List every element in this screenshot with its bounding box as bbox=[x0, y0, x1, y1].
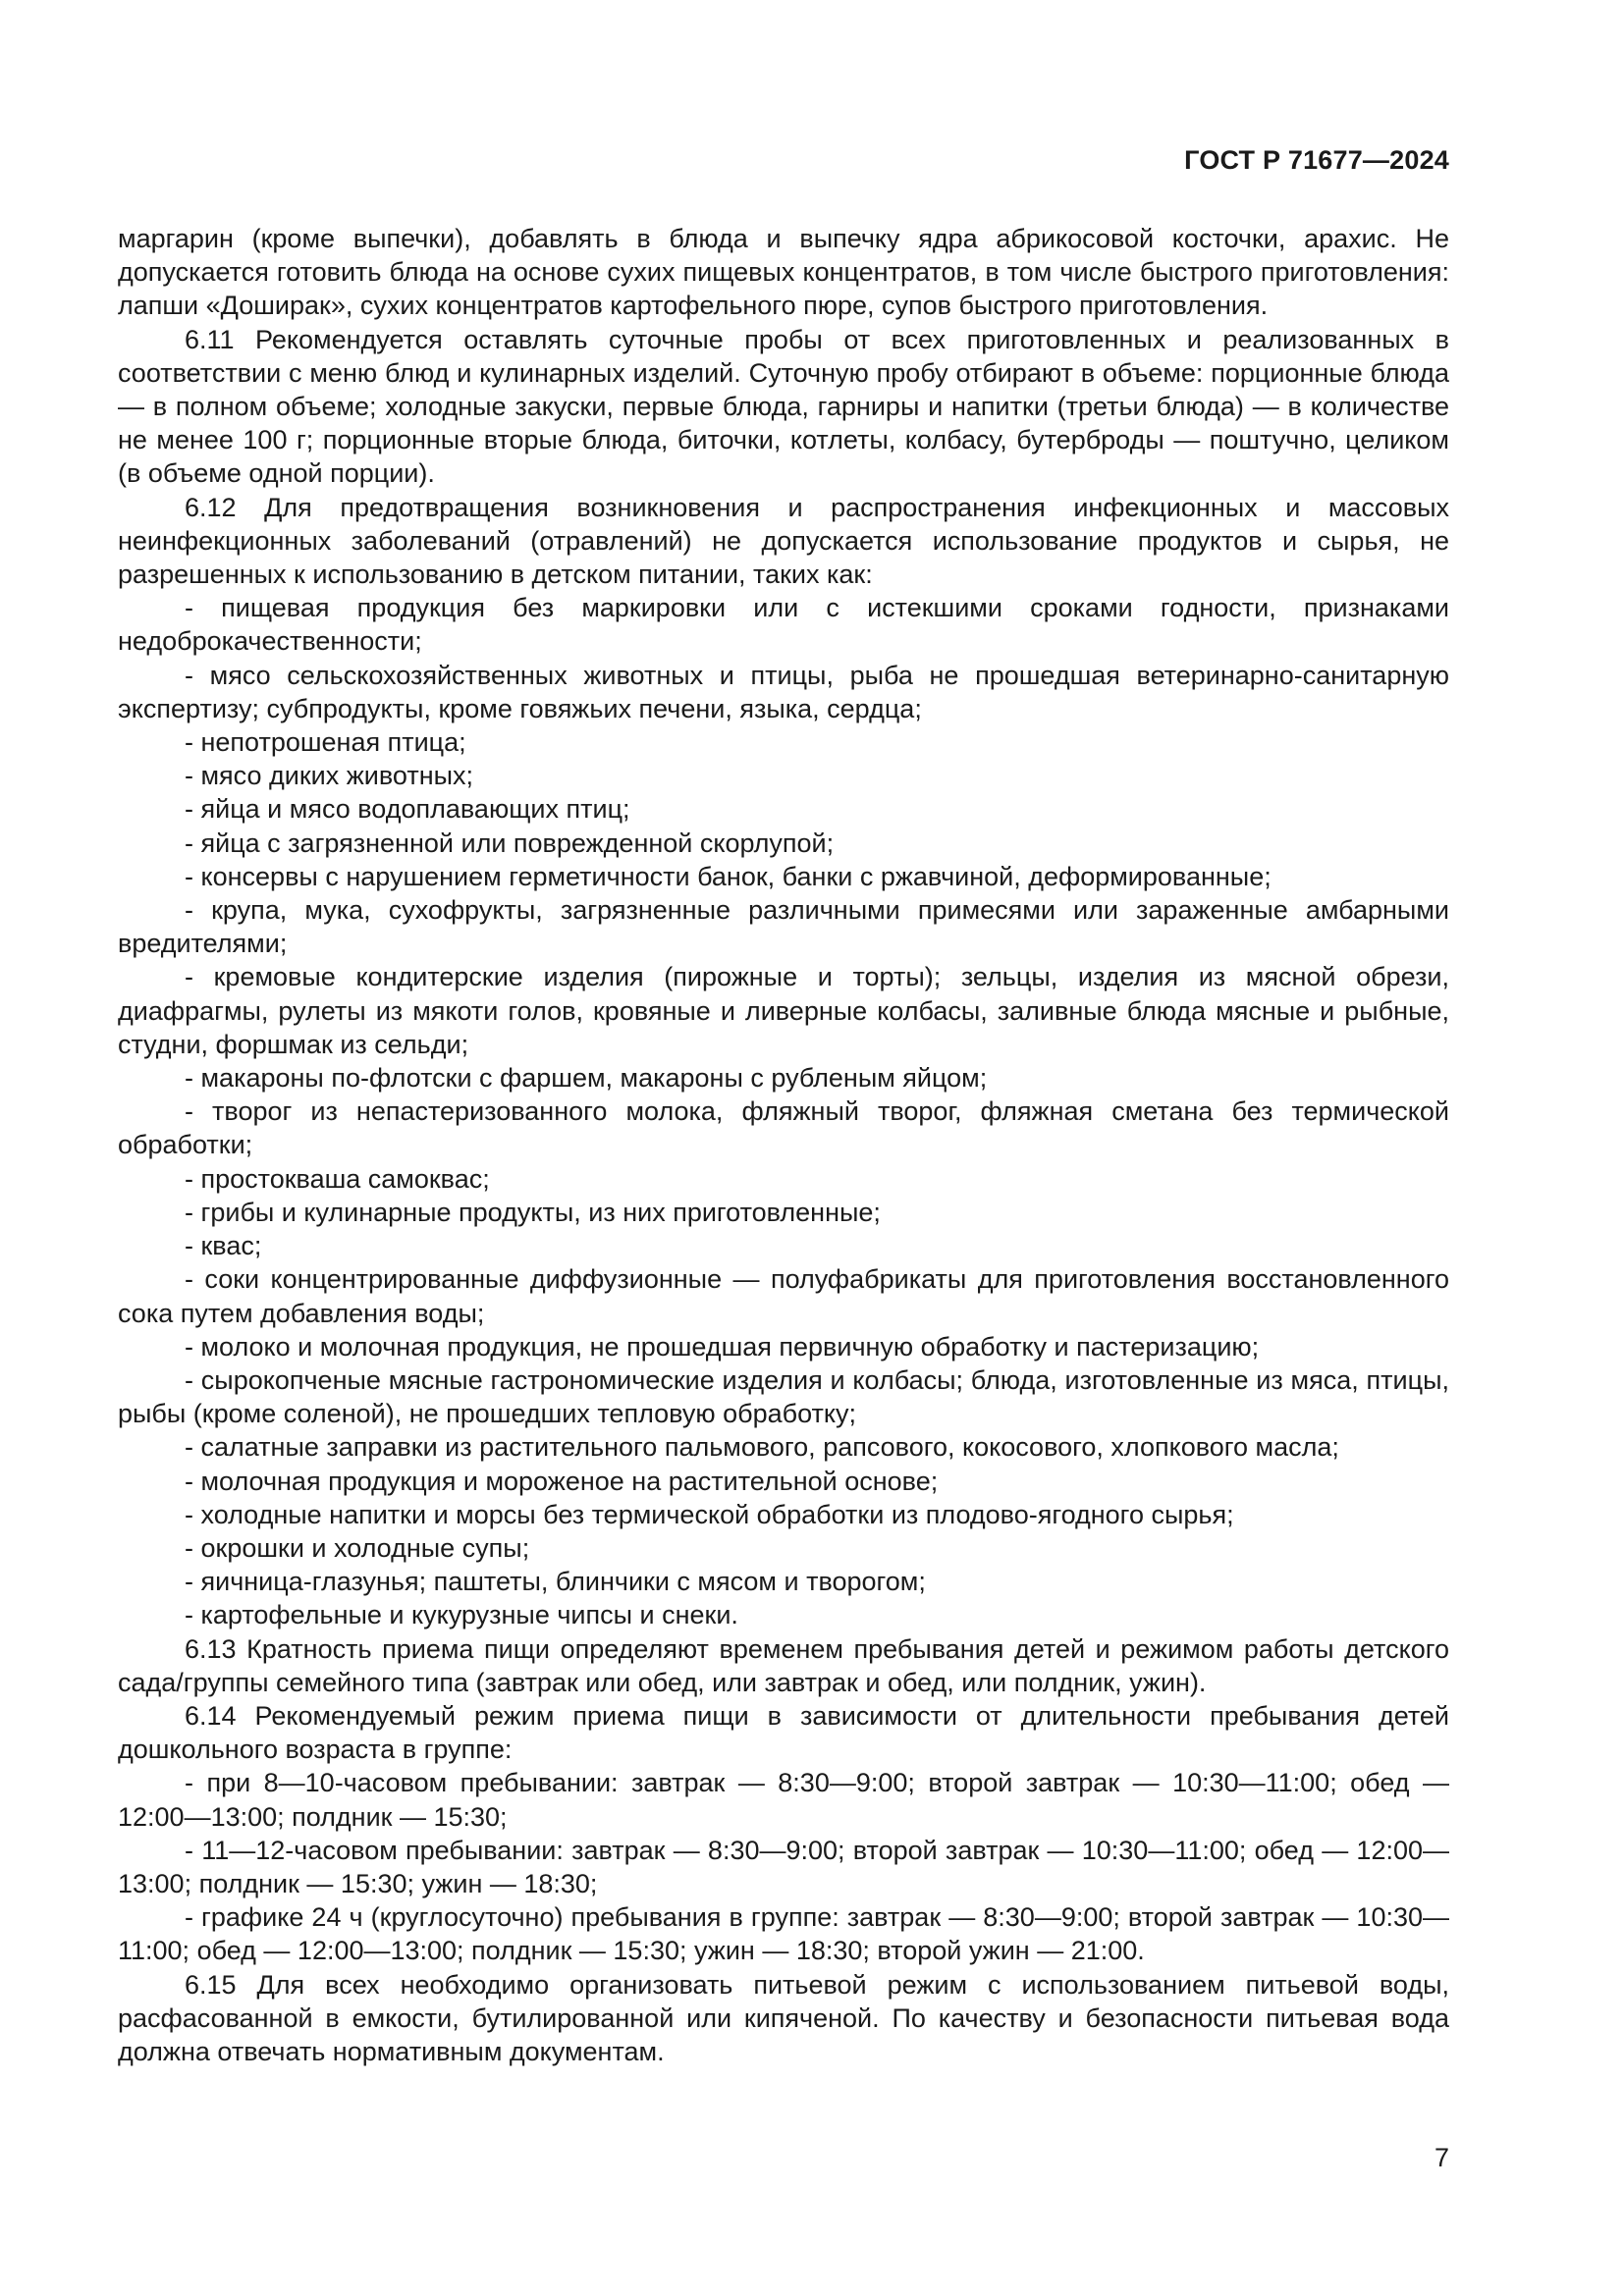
list-item: - окрошки и холодные супы; bbox=[185, 1532, 530, 1563]
list-item: - яичница-глазунья; паштеты, блинчики с мясом и творогом; bbox=[185, 1567, 926, 1597]
list-item: - крупа, мука, сухофрукты, загрязненные различными примесями или зараженные амбарными вредителями; bbox=[118, 895, 1449, 959]
list-item: - картофельные и кукурузные чипсы и снеки. bbox=[185, 1600, 738, 1630]
list-item: - молоко и молочная продукция, не прошедшая первичную обработку и пастеризацию; bbox=[185, 1331, 1260, 1362]
list-item: - мясо сельскохозяйственных животных и птицы, рыба не прошедшая ветеринарно-санитарную экспертизу; субпродукты, кроме говяжьих печени, языка, сердца; bbox=[118, 660, 1449, 723]
clause-6-15: 6.15 Для всех необходимо организовать питьевой режим с использованием питьевой воды, расфасованной в емкости, бутилированной или кипяченой. По качеству и безопасности питьевая вода должна отвечать нормативным документам. bbox=[118, 1969, 1449, 2066]
document-header: ГОСТ Р 71677—2024 bbox=[1184, 145, 1449, 175]
list-item: - макароны по-флотски с фаршем, макароны с рубленым яйцом; bbox=[185, 1063, 988, 1094]
list-item: - мясо диких животных; bbox=[185, 761, 474, 791]
list-item: - соки концентрированные диффузионные — полуфабрикаты для приготовления восстановленного сока путем добавления воды; bbox=[118, 1264, 1449, 1328]
list-item: - грибы и кулинарные продукты, из них приготовленные; bbox=[185, 1197, 881, 1227]
document-body bbox=[118, 222, 1449, 2068]
list-item: - 11—12-часовом пребывании: завтрак — 8:30—9:00; второй завтрак — 10:30—11:00; обед — 12:00—13:00; полдник — 15:30; ужин — 18:30; bbox=[118, 1835, 1449, 1898]
list-item: - холодные напитки и морсы без термической обработки из плодово-ягодного сырья; bbox=[185, 1499, 1234, 1529]
list-item: - яйца с загрязненной или поврежденной скорлупой; bbox=[185, 828, 835, 858]
clause-6-13: 6.13 Кратность приема пищи определяют временем пребывания детей и режимом работы детского сада/группы семейного типа (завтрак или обед, или завтрак и обед, или полдник, ужин). bbox=[118, 1633, 1449, 1697]
list-item: - яйца и мясо водоплавающих птиц; bbox=[185, 794, 630, 825]
list-item: - непотрошеная птица; bbox=[185, 727, 466, 758]
clause-6-11: 6.11 Рекомендуется оставлять суточные пробы от всех приготовленных и реализованных в соответствии с меню блюд и кулинарных изделий. Суточную пробу отбирают в объеме: порционные блюда — в полном объеме; холодные закуски, первые блюда, гарниры и напитки (третьи блюда) — в количестве не менее 100 г; порционные вторые блюда, биточки, котлеты, колбасу, бутерброды — поштучно, целиком (в объеме одной порции). bbox=[118, 324, 1449, 489]
list-item: - графике 24 ч (круглосуточно) пребывания в группе: завтрак — 8:30—9:00; второй завтрак — 10:30—11:00; обед — 12:00—13:00; полдник — 15:30; ужин — 18:30; второй ужин — 21:00. bbox=[118, 1902, 1449, 1966]
list-item: - квас; bbox=[185, 1231, 262, 1261]
clause-6-12: 6.12 Для предотвращения возникновения и распространения инфекционных и массовых неинфекционных заболеваний (отравлений) не допускается использование продуктов и сырья, не разрешенных к использованию в детском питании, таких как: bbox=[118, 492, 1449, 590]
list-item: - салатные заправки из растительного пальмового, рапсового, кокосового, хлопкового масла; bbox=[185, 1432, 1339, 1463]
list-item: - творог из непастеризованного молока, фляжный творог, фляжная сметана без термической обработки; bbox=[118, 1096, 1449, 1160]
list-item: - сырокопченые мясные гастрономические изделия и колбасы; блюда, изготовленные из мяса, птицы, рыбы (кроме соленой), не прошедших тепловую обработку; bbox=[118, 1364, 1449, 1429]
list-item: - кремовые кондитерские изделия (пирожные и торты); зельцы, изделия из мясной обрези, диафрагмы, рулеты из мякоти голов, кровяные и ливерные колбасы, заливные блюда мясные и рыбные, студни, форшмак из сельди; bbox=[118, 962, 1449, 1059]
list-item: - молочная продукция и мороженое на растительной основе; bbox=[185, 1466, 939, 1496]
page-number: 7 bbox=[1434, 2143, 1449, 2172]
list-item: - простокваша самоквас; bbox=[185, 1163, 490, 1194]
list-item: - пищевая продукция без маркировки или с истекшими сроками годности, признаками недоброкачественности; bbox=[118, 593, 1449, 657]
list-item: - консервы с нарушением герметичности банок, банки с ржавчиной, деформированные; bbox=[185, 861, 1272, 891]
paragraph-continuation: маргарин (кроме выпечки), добавлять в блюда и выпечку ядра абрикосовой косточки, арахис. Не допускается готовить блюда на основе сухих пищевых концентратов, в том числе быстрого приготовления: лапши «Доширак», сухих концентратов картофельного пюре, супов быстрого приготовления. bbox=[118, 224, 1449, 321]
list-item: - при 8—10-часовом пребывании: завтрак — 8:30—9:00; второй завтрак — 10:30—11:00; обед — 12:00—13:00; полдник — 15:30; bbox=[118, 1768, 1449, 1832]
clause-6-14: 6.14 Рекомендуемый режим приема пищи в зависимости от длительности пребывания детей дошкольного возраста в группе: bbox=[118, 1700, 1449, 1765]
